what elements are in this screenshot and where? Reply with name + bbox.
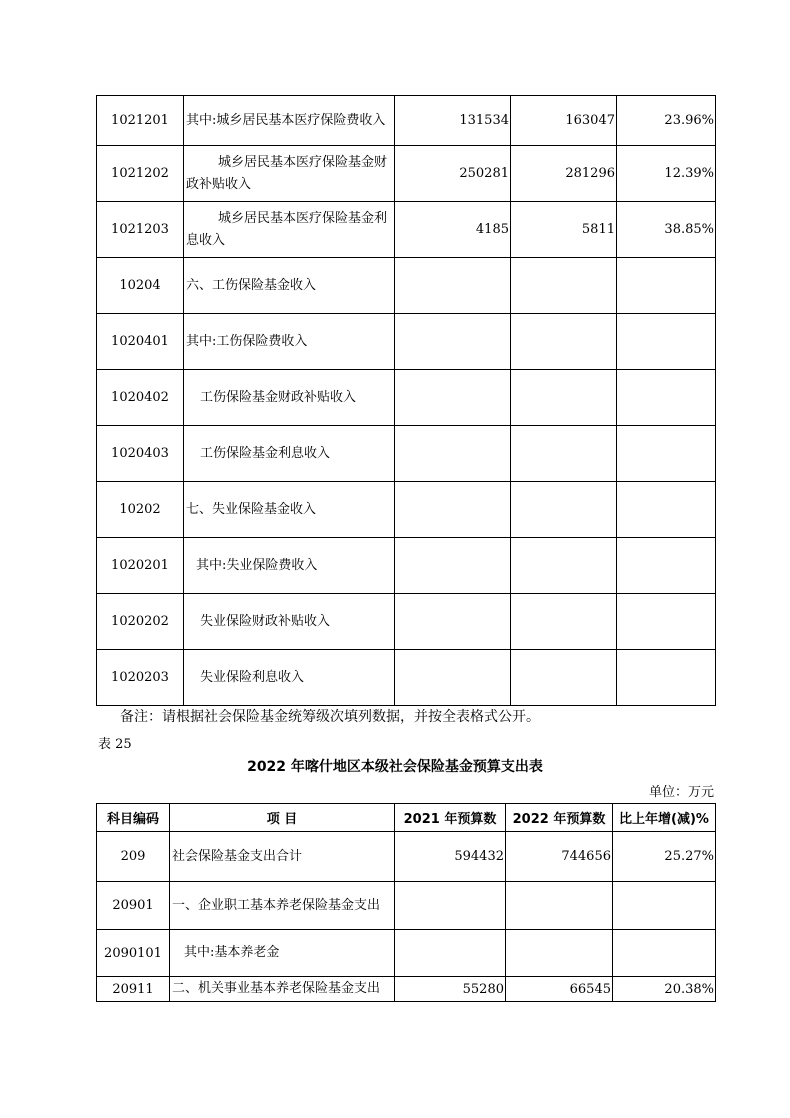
change-percent: 25.27% bbox=[613, 832, 716, 882]
subject-code: 1020201 bbox=[97, 538, 184, 594]
header-change-percent: 比上年增(减)% bbox=[613, 804, 716, 832]
change-percent bbox=[617, 538, 716, 594]
table-row bbox=[97, 258, 716, 314]
budget-2021 bbox=[395, 882, 506, 930]
budget-2021: 594432 bbox=[395, 832, 506, 882]
table-row bbox=[97, 977, 716, 1002]
subject-code: 1020203 bbox=[97, 650, 184, 706]
budget-2022 bbox=[511, 482, 617, 538]
change-percent bbox=[613, 882, 716, 930]
table-row bbox=[97, 202, 716, 258]
subject-code: 1021203 bbox=[97, 202, 184, 258]
budget-2021 bbox=[395, 594, 511, 650]
subject-code: 1021201 bbox=[97, 96, 184, 146]
item-name: 城乡居民基本医疗保险基金财政补贴收入 bbox=[184, 146, 395, 202]
table-row bbox=[97, 482, 716, 538]
item-name: 其中:城乡居民基本医疗保险费收入 bbox=[184, 96, 395, 146]
budget-2022 bbox=[511, 594, 617, 650]
income-table-continued bbox=[96, 95, 716, 706]
table-row bbox=[97, 930, 716, 977]
table-header-row bbox=[97, 804, 716, 832]
table-row bbox=[97, 832, 716, 882]
budget-2021 bbox=[395, 538, 511, 594]
change-percent bbox=[617, 426, 716, 482]
table-row bbox=[97, 426, 716, 482]
item-name: 其中:基本养老金 bbox=[170, 930, 395, 977]
table-row bbox=[97, 96, 716, 146]
subject-code: 20901 bbox=[97, 882, 170, 930]
budget-2021 bbox=[395, 650, 511, 706]
header-budget-2021: 2021 年预算数 bbox=[395, 804, 506, 832]
change-percent: 20.38% bbox=[613, 977, 716, 1002]
change-percent bbox=[617, 314, 716, 370]
budget-2021 bbox=[395, 930, 506, 977]
subject-code: 1020202 bbox=[97, 594, 184, 650]
budget-2022 bbox=[511, 538, 617, 594]
header-budget-2022: 2022 年预算数 bbox=[506, 804, 613, 832]
subject-code: 209 bbox=[97, 832, 170, 882]
expenditure-table bbox=[96, 803, 716, 1002]
header-subject-code: 科目编码 bbox=[97, 804, 170, 832]
change-percent bbox=[617, 650, 716, 706]
budget-2022 bbox=[506, 930, 613, 977]
item-name: 二、机关事业基本养老保险基金支出 bbox=[170, 977, 395, 1002]
item-name: 城乡居民基本医疗保险基金利息收入 bbox=[184, 202, 395, 258]
change-percent: 38.85% bbox=[617, 202, 716, 258]
budget-2021 bbox=[395, 258, 511, 314]
table-row bbox=[97, 594, 716, 650]
unit-label: 单位：万元 bbox=[648, 785, 714, 800]
header-item: 项 目 bbox=[170, 804, 395, 832]
budget-2022: 744656 bbox=[506, 832, 613, 882]
item-name: 失业保险财政补贴收入 bbox=[184, 594, 395, 650]
table-row bbox=[97, 882, 716, 930]
subject-code: 10202 bbox=[97, 482, 184, 538]
subject-code: 1020403 bbox=[97, 426, 184, 482]
subject-code: 1021202 bbox=[97, 146, 184, 202]
budget-2022 bbox=[511, 650, 617, 706]
budget-2022 bbox=[511, 258, 617, 314]
budget-2022 bbox=[506, 882, 613, 930]
table-note: 备注：请根据社会保险基金统筹级次填列数据，并按全表格式公开。 bbox=[120, 709, 540, 725]
change-percent: 12.39% bbox=[617, 146, 716, 202]
table-number: 表 25 bbox=[98, 737, 132, 752]
table-row bbox=[97, 146, 716, 202]
budget-2021: 55280 bbox=[395, 977, 506, 1002]
budget-2022: 163047 bbox=[511, 96, 617, 146]
change-percent: 23.96% bbox=[617, 96, 716, 146]
budget-2022: 66545 bbox=[506, 977, 613, 1002]
table-row bbox=[97, 650, 716, 706]
budget-2021 bbox=[395, 426, 511, 482]
budget-2022: 5811 bbox=[511, 202, 617, 258]
change-percent bbox=[613, 930, 716, 977]
item-name: 社会保险基金支出合计 bbox=[170, 832, 395, 882]
budget-2022 bbox=[511, 370, 617, 426]
budget-2021: 131534 bbox=[395, 96, 511, 146]
item-name: 六、工伤保险基金收入 bbox=[184, 258, 395, 314]
budget-2022: 281296 bbox=[511, 146, 617, 202]
item-name: 七、失业保险基金收入 bbox=[184, 482, 395, 538]
table-row bbox=[97, 538, 716, 594]
change-percent bbox=[617, 370, 716, 426]
page-title: 2022 年喀什地区本级社会保险基金预算支出表 bbox=[247, 759, 543, 775]
change-percent bbox=[617, 258, 716, 314]
item-name: 工伤保险基金财政补贴收入 bbox=[184, 370, 395, 426]
item-name: 其中:工伤保险费收入 bbox=[184, 314, 395, 370]
subject-code: 20911 bbox=[97, 977, 170, 1002]
budget-2021 bbox=[395, 482, 511, 538]
budget-2021 bbox=[395, 370, 511, 426]
change-percent bbox=[617, 594, 716, 650]
budget-2021: 250281 bbox=[395, 146, 511, 202]
item-name: 失业保险利息收入 bbox=[184, 650, 395, 706]
subject-code: 1020401 bbox=[97, 314, 184, 370]
budget-2022 bbox=[511, 314, 617, 370]
change-percent bbox=[617, 482, 716, 538]
subject-code: 1020402 bbox=[97, 370, 184, 426]
budget-2021 bbox=[395, 314, 511, 370]
item-name: 一、企业职工基本养老保险基金支出 bbox=[170, 882, 395, 930]
table-row bbox=[97, 314, 716, 370]
subject-code: 2090101 bbox=[97, 930, 170, 977]
item-name: 工伤保险基金利息收入 bbox=[184, 426, 395, 482]
subject-code: 10204 bbox=[97, 258, 184, 314]
budget-2022 bbox=[511, 426, 617, 482]
budget-2021: 4185 bbox=[395, 202, 511, 258]
item-name: 其中:失业保险费收入 bbox=[184, 538, 395, 594]
table-row bbox=[97, 370, 716, 426]
